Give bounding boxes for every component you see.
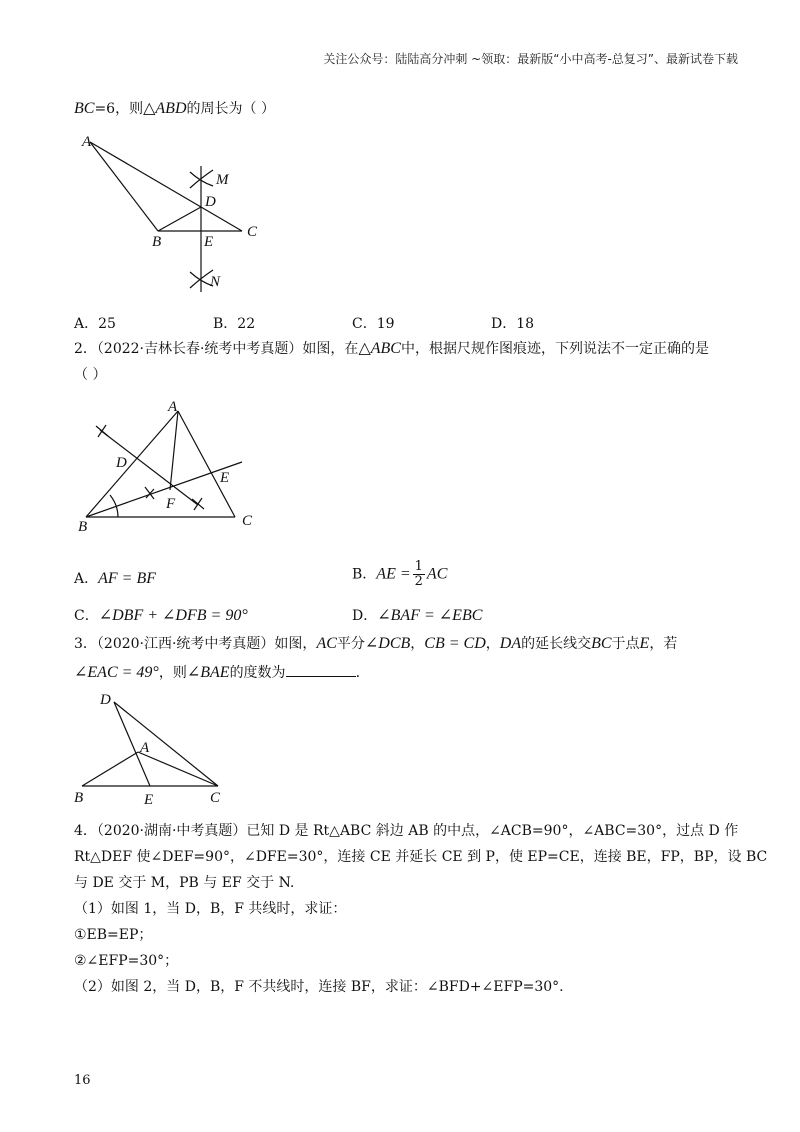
q2-option-c-letter: C． (74, 608, 99, 624)
q1-figure (70, 128, 280, 298)
q1-stem-mid: =6，则 (94, 101, 144, 117)
q3-segment-ba (82, 752, 138, 786)
q3-text-3: 平分 (336, 636, 365, 652)
q1-label-b: B (152, 234, 162, 250)
q1-label-a: A (82, 134, 92, 150)
q2-option-a-expr: AF = BF (98, 570, 157, 587)
q1-label-n: N (210, 274, 221, 290)
q3-text-18: . (355, 665, 361, 681)
q3-segment-dc (114, 702, 218, 786)
q2-option-b-numerator: 1 (414, 559, 423, 574)
q3-text-9: 的延长线交 (521, 636, 592, 652)
q3-text-17: 的度数为 (229, 665, 286, 681)
q3-text-14: ∠EAC = 49° (74, 664, 159, 681)
q2-option-a (74, 568, 156, 588)
q3-text-7: ， (485, 636, 500, 652)
q1-label-e: E (204, 234, 214, 250)
q3-stem-line2 (74, 662, 360, 682)
page-number: 16 (74, 1073, 91, 1088)
q4-line-2: Rt△DEF 使∠DEF=90°，∠DFE=30°，连接 CE 并延长 CE 到 P，使 EP=CE，连接 BE，FP，BP，设 BC (74, 849, 768, 865)
q4-line-6: ②∠EFP=30°； (74, 953, 179, 969)
q1-segment-bd (158, 207, 201, 231)
q3-text-15: ，则 (158, 665, 187, 681)
q3-text-11: 于点 (611, 636, 640, 652)
q2-option-c (74, 605, 248, 625)
q1-label-m: M (216, 172, 229, 188)
q2-option-d (352, 605, 482, 625)
q2-option-b-denominator: 2 (414, 574, 423, 589)
q3-text-12: E (639, 635, 650, 652)
q3-text-6: CB = CD (424, 635, 486, 652)
q3-label-a: A (140, 740, 150, 756)
q2-label-e: E (220, 470, 230, 486)
q1-option-d: D．18 (491, 316, 535, 332)
q3-text-8: DA (499, 635, 522, 652)
q2-cross-mark-2 (192, 498, 204, 510)
q3-segment-ac (138, 752, 218, 786)
q3-text-16: ∠BAE (186, 664, 230, 681)
q2-stem-triangle: △ABC (358, 340, 401, 357)
q3-text-13: ，若 (649, 636, 678, 652)
q3-label-c: C (210, 790, 221, 806)
q4-line-4: （1）如图 1，当 D，B，F 共线时，求证： (74, 901, 347, 917)
q2-label-f: F (166, 496, 176, 512)
q2-option-b-letter: B． (352, 566, 377, 583)
q1-option-b: B．22 (213, 316, 256, 332)
q2-option-a-letter: A． (74, 571, 99, 587)
q2-label-b: B (78, 519, 88, 535)
q2-option-c-expr: ∠DBF + ∠DFB = 90° (98, 607, 248, 624)
q1-stem-post: 的周长为（ ） (186, 101, 275, 117)
q3-label-e: E (144, 792, 154, 808)
q4-line-7: （2）如图 2，当 D，B，F 不共线时，连接 BF，求证：∠BFD+∠EFP=30°. (74, 979, 564, 995)
q3-text-4: ∠DCB (364, 635, 411, 652)
q1-label-c: C (247, 224, 258, 240)
q2-option-d-expr: ∠BAF = ∠EBC (377, 607, 483, 624)
q2-figure (70, 395, 270, 535)
q1-option-a: A．25 (74, 316, 116, 332)
q3-figure (70, 690, 240, 810)
q1-stem-bc: BC (74, 100, 95, 117)
q2-stem-line2: （ ） (74, 367, 107, 383)
q1-option-c: C．19 (352, 316, 395, 332)
q2-segment-af (170, 411, 178, 490)
q2-stem-pre: 2．（2022·吉林长春·统考中考真题）如图，在 (74, 341, 359, 357)
q2-option-d-letter: D． (352, 608, 378, 624)
q2-label-a: A (168, 399, 178, 415)
q3-text-1: 3．（2020·江西·统考中考真题）如图， (74, 636, 317, 652)
q4-line-1: 4．（2020·湖南·中考真题）已知 D 是 Rt△ABC 斜边 AB 的中点，∠ACB=90°，∠ABC=30°，过点 D 作 (74, 823, 739, 839)
q2-cross-mark-1 (96, 425, 108, 437)
page-header: 关注公众号：陆陆高分冲刺 ~领取：最新版“小中高考-总复习”、最新试卷下载 (323, 52, 738, 66)
q3-text-10: BC (591, 635, 612, 652)
q3-text-2: AC (316, 635, 337, 652)
q1-stem-triangle: △ABD (143, 100, 187, 117)
q1-label-d: D (205, 194, 216, 210)
q2-option-b-rhs: AC (426, 565, 448, 583)
q2-label-c: C (242, 513, 253, 529)
q2-option-b (352, 560, 447, 589)
q2-label-d: D (116, 455, 127, 471)
q4-line-5: ①EB=EP； (74, 927, 153, 943)
q1-segment-ab (90, 142, 158, 231)
q3-label-b: B (74, 790, 84, 806)
q4-line-3: 与 DE 交于 M，PB 与 EF 交于 N. (74, 875, 295, 891)
q1-stem (74, 98, 275, 118)
q2-option-b-lhs: AE = (376, 565, 411, 583)
q2-stem-post: 中，根据尺规作图痕迹，下列说法不一定正确的是 (400, 341, 709, 357)
q3-text-5: ， (410, 636, 425, 652)
q3-label-d: D (100, 692, 111, 708)
q2-segment-ac (178, 411, 235, 517)
q3-stem-line1 (74, 633, 677, 653)
q3-answer-blank (286, 662, 356, 677)
q2-option-b-fraction (413, 560, 425, 589)
q2-angle-arc-b (110, 495, 118, 517)
q2-stem-line1 (74, 338, 709, 358)
